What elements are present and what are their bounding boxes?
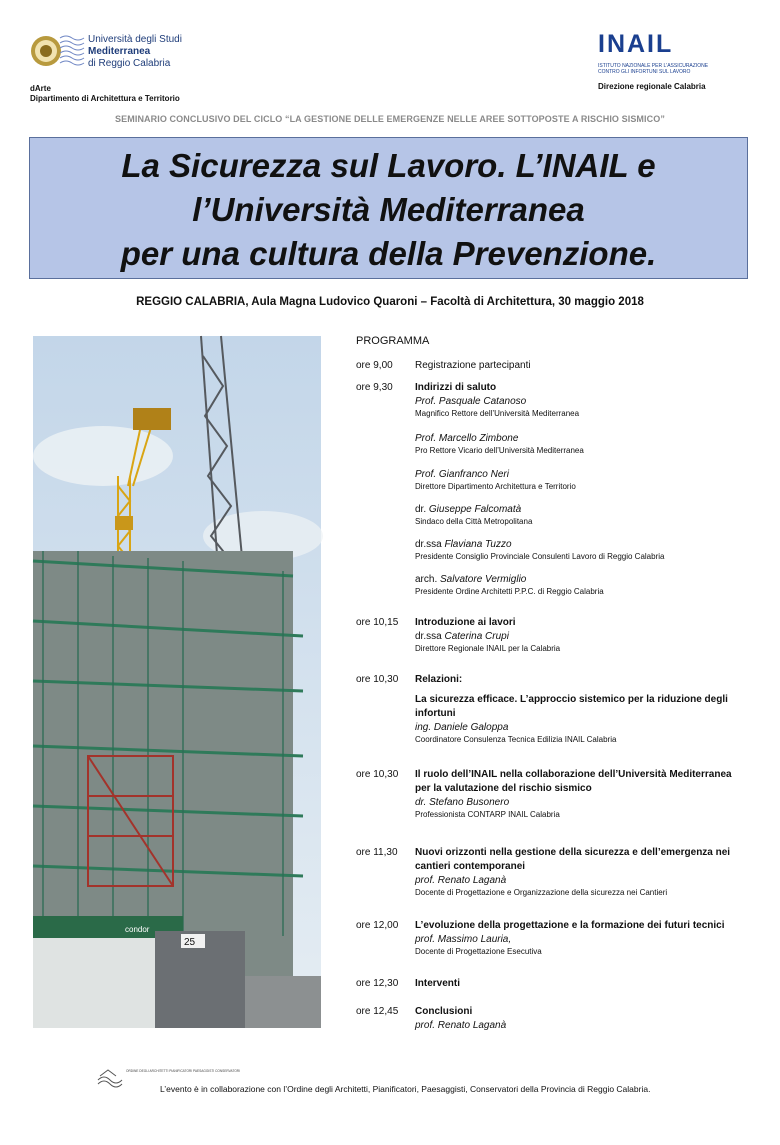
time-slot: ore 12,45 (356, 1006, 399, 1017)
speaker-name: Salvatore Vermiglio (440, 574, 527, 585)
speaker-role: Direttore Regionale INAIL per la Calabria (415, 644, 561, 653)
speaker-title: Prof. (415, 396, 437, 407)
speaker-role: Professionista CONTARP INAIL Calabria (415, 810, 560, 819)
speaker-title: Prof. (415, 433, 437, 444)
speaker-block (415, 538, 755, 562)
speaker-name: dr. Stefano Busonero (415, 797, 510, 808)
speaker-role: Magnifico Rettore dell’Università Mediterranea (415, 409, 580, 418)
time-slot: ore 10,30 (356, 674, 399, 685)
session-title: Conclusioni (415, 1006, 473, 1017)
time-slot: ore 9,30 (356, 382, 393, 393)
session-block (415, 846, 755, 898)
title-box (29, 137, 748, 279)
speaker-name: prof. Massimo Lauria, (415, 934, 512, 945)
speaker-name: ing. Daniele Galoppa (415, 722, 509, 733)
speaker-name: prof. Renato Laganà (415, 1020, 507, 1031)
session-block (415, 919, 755, 957)
speaker-block (415, 432, 755, 456)
university-name (88, 34, 182, 70)
university-logo (30, 30, 84, 72)
session-title: Indirizzi di saluto (415, 382, 497, 393)
talk-title-line1: Nuovi orizzonti nella gestione della sicurezza e dell’emergenza nei (415, 847, 731, 858)
inail-subtitle: ISTITUTO NAZIONALE PER L'ASSICURAZIONE CONTRO GLI INFORTUNI SUL LAVORO (598, 63, 709, 75)
university-line2: Mediterranea (88, 46, 151, 57)
session-block (415, 381, 755, 419)
talk-title-line1: La sicurezza efficace. L’approccio sistemico per la riduzione degli (415, 694, 728, 705)
construction-site-photo (33, 336, 321, 1028)
speaker-role: Docente di Progettazione Esecutiva (415, 947, 542, 956)
session-title: Relazioni: (415, 674, 463, 685)
university-line1: Università degli Studi (88, 34, 182, 45)
venue-line: REGGIO CALABRIA, Aula Magna Ludovico Quaroni – Facoltà di Architettura, 30 maggio 2018 (136, 296, 644, 308)
speaker-block (415, 503, 755, 527)
speaker-name: Caterina Crupi (444, 631, 509, 642)
speaker-role: Presidente Consiglio Provinciale Consulenti Lavoro di Reggio Calabria (415, 552, 665, 561)
time-slot: ore 10,15 (356, 617, 399, 628)
speaker-block (415, 468, 755, 492)
inail-direction: Direzione regionale Calabria (598, 82, 706, 91)
speaker-name: Flaviana Tuzzo (444, 539, 512, 550)
speaker-name: prof. Renato Laganà (415, 875, 507, 886)
time-slot: ore 10,30 (356, 769, 399, 780)
speaker-role: Direttore Dipartimento Architettura e Territorio (415, 482, 576, 491)
talk-title-line2: per la valutazione del rischio sismico (415, 783, 592, 794)
speaker-role: Docente di Progettazione e Organizzazione della sicurezza nei Cantieri (415, 888, 668, 897)
session-block (415, 616, 755, 654)
speaker-name: Giuseppe Falcomatà (428, 504, 522, 515)
programme-heading: PROGRAMMA (356, 335, 430, 347)
speaker-title: dr.ssa (415, 539, 442, 550)
inail-logo: INAIL (598, 30, 674, 58)
talk-title-line1: L’evoluzione della progettazione e la formazione dei futuri tecnici (415, 920, 725, 931)
architects-order-logo (96, 1064, 240, 1090)
speaker-name: Gianfranco Neri (438, 469, 509, 480)
time-slot: ore 9,00 (356, 360, 393, 371)
speaker-role: Pro Rettore Vicario dell’Università Mediterranea (415, 446, 584, 455)
speaker-block (415, 573, 755, 597)
cabin-brand-text: condor (125, 925, 150, 934)
title-line1: La Sicurezza sul Lavoro. L’INAIL e (121, 147, 656, 184)
session-block (415, 1005, 755, 1032)
university-line3: di Reggio Calabria (88, 58, 171, 69)
speaker-role: Presidente Ordine Architetti P.P.C. di Reggio Calabria (415, 587, 604, 596)
time-slot: ore 12,30 (356, 978, 399, 989)
speaker-title: arch. (415, 574, 438, 585)
talk-title-line2: cantieri contemporanei (415, 861, 526, 872)
session-title: Interventi (415, 978, 461, 989)
session-block (415, 673, 755, 745)
title-line3: per una cultura della Prevenzione. (120, 235, 657, 272)
container-number: 25 (184, 937, 196, 948)
speaker-role: Sindaco della Città Metropolitana (415, 517, 533, 526)
department-label (30, 84, 180, 104)
footer-note: L’evento è in collaborazione con l’Ordine degli Architetti, Pianificatori, Paesaggisti, Conservatori della Provincia di Reggio Calabria. (160, 1084, 651, 1094)
department-short: dArte (30, 84, 51, 93)
time-slot: ore 12,00 (356, 920, 399, 931)
speaker-name: Pasquale Catanoso (438, 396, 527, 407)
time-slot: ore 11,30 (356, 847, 398, 858)
talk-title-line1: Il ruolo dell’INAIL nella collaborazione dell’Università Mediterranea (415, 769, 732, 780)
session-title: Introduzione ai lavori (415, 617, 516, 628)
session-text: Registrazione partecipanti (415, 360, 531, 371)
speaker-title: dr. (415, 504, 427, 515)
talk-title-line2: infortuni (415, 708, 456, 719)
speaker-name: Marcello Zimbone (438, 433, 519, 444)
session-block (415, 768, 755, 820)
speaker-title: dr.ssa (415, 631, 442, 642)
department-full: Dipartimento di Architettura e Territorio (30, 94, 180, 103)
speaker-title: Prof. (415, 469, 437, 480)
title-line2: l’Università Mediterranea (192, 191, 585, 228)
session-block (415, 977, 755, 991)
seminar-heading: SEMINARIO CONCLUSIVO DEL CICLO “LA GESTIONE DELLE EMERGENZE NELLE AREE SOTTOPOSTE A RISCHIO SISMICO” (115, 114, 665, 124)
architects-order-logo-text: ORDINE DEGLI ARCHITETTI PIANIFICATORI PAESAGGISTI CONSERVATORI (126, 1069, 240, 1073)
speaker-role: Coordinatore Consulenza Tecnica Edilizia INAIL Calabria (415, 735, 617, 744)
